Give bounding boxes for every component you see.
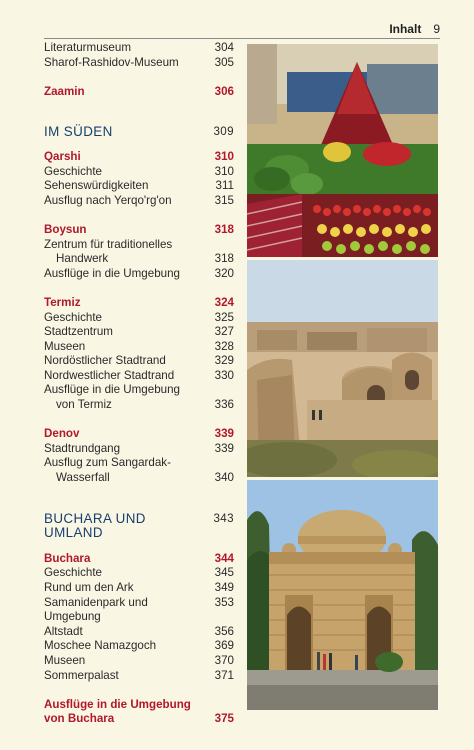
- toc-entry-label: Ausflüge in die Umgebung: [44, 266, 180, 280]
- toc-city-heading[interactable]: [44, 85, 234, 100]
- toc-entry-page: 330: [214, 368, 234, 382]
- toc-entry-label: Denov: [44, 427, 80, 441]
- toc-entry-page: 353: [214, 595, 234, 609]
- toc-entry-label: Nordöstlicher Stadtrand: [44, 354, 166, 368]
- toc-entry[interactable]: [44, 669, 234, 684]
- toc-entry-label: Termiz: [44, 295, 81, 309]
- toc-entry-label: Stadtzentrum: [44, 325, 113, 339]
- toc-entry-label-cont: Wasserfall: [56, 471, 110, 485]
- toc-entry[interactable]: [44, 596, 234, 625]
- toc-entry[interactable]: [44, 566, 234, 581]
- toc-entry[interactable]: [44, 369, 234, 384]
- toc-entry[interactable]: [44, 165, 234, 180]
- toc-entry-label: Qarshi: [44, 149, 81, 163]
- toc-entry-label: Zentrum für traditionelles: [44, 237, 173, 251]
- toc-entry-label: Ausflüge in die Umgebung: [44, 697, 191, 711]
- toc-entry-label: Sehenswürdigkeiten: [44, 179, 149, 193]
- toc-entry-page: 318: [214, 252, 234, 266]
- toc-entry[interactable]: [44, 340, 234, 355]
- toc-entry-label: Geschichte: [44, 310, 102, 324]
- header-title: Inhalt: [389, 22, 422, 36]
- toc-entry[interactable]: [44, 41, 234, 56]
- toc-entry[interactable]: [44, 267, 234, 282]
- toc-entry-label-cont: Handwerk: [56, 252, 109, 266]
- toc-entry-page: 371: [214, 668, 234, 682]
- toc-entry-label: Altstadt: [44, 624, 83, 638]
- toc-entry-label: Nordwestlicher Stadtrand: [44, 368, 175, 382]
- toc-entry-page: 345: [214, 566, 234, 580]
- page-header: [389, 22, 440, 36]
- toc-entry-page: 305: [214, 55, 234, 69]
- toc-entry-page: 318: [214, 222, 234, 236]
- toc-entry-label: Samanidenpark und Umgebung: [44, 595, 148, 624]
- toc-entry-page: 311: [215, 179, 234, 193]
- toc-entry[interactable]: [44, 625, 234, 640]
- toc-entry[interactable]: [44, 442, 234, 457]
- toc-entry-page: 324: [214, 295, 234, 309]
- toc-entry-page: 370: [214, 653, 234, 667]
- photo-column: [247, 44, 438, 710]
- toc-section-heading[interactable]: [44, 512, 234, 541]
- toc-entry[interactable]: [44, 311, 234, 326]
- toc-section-heading[interactable]: [44, 125, 234, 140]
- toc-entry-page: 328: [214, 339, 234, 353]
- toc-section-label: IM SÜDEN: [44, 124, 113, 140]
- toc-entry-page: 310: [214, 149, 234, 163]
- toc-entry-page: 369: [214, 639, 234, 653]
- toc-entry[interactable]: [44, 179, 234, 194]
- toc-city-heading[interactable]: [44, 150, 234, 165]
- toc-entry[interactable]: [44, 238, 234, 267]
- mausoleum-photo: [247, 480, 438, 710]
- toc-entry-label: Rund um den Ark: [44, 581, 134, 594]
- toc-entry-page: 375: [214, 712, 234, 726]
- toc-entry-page: 339: [214, 427, 234, 441]
- toc-entry-page: 309: [213, 125, 234, 139]
- toc-entry-page: 304: [214, 41, 234, 54]
- toc-entry-page: 340: [214, 471, 234, 485]
- toc-entry[interactable]: [44, 194, 234, 209]
- toc-entry-label: Stadtrundgang: [44, 441, 121, 455]
- header-rule: [44, 38, 440, 39]
- toc-entry-page: 344: [214, 551, 234, 565]
- fruit-market-photo: [247, 44, 438, 257]
- toc-entry-label: Buchara: [44, 551, 91, 565]
- toc-city-heading[interactable]: [44, 223, 234, 238]
- toc-entry-page: 320: [214, 266, 234, 280]
- toc-entry-page: 343: [213, 511, 234, 525]
- toc-city-heading[interactable]: [44, 552, 234, 567]
- toc-entry-label: Museen: [44, 653, 86, 667]
- toc-entry-page: 329: [214, 354, 234, 368]
- toc-entry-page: 315: [214, 193, 234, 207]
- page-number: 9: [433, 22, 440, 36]
- toc-entry[interactable]: [44, 456, 234, 485]
- toc-entry-label: Geschichte: [44, 164, 102, 178]
- table-of-contents: [44, 41, 234, 727]
- toc-entry[interactable]: [44, 56, 234, 71]
- toc-entry[interactable]: [44, 654, 234, 669]
- toc-entry-label: Ausflüge in die Umgebung: [44, 383, 180, 397]
- toc-entry[interactable]: [44, 383, 234, 412]
- toc-entry[interactable]: [44, 354, 234, 369]
- toc-entry[interactable]: [44, 581, 234, 596]
- toc-city-heading[interactable]: [44, 698, 234, 727]
- toc-entry-page: 339: [214, 441, 234, 455]
- toc-entry-label: Sommerpalast: [44, 668, 119, 682]
- toc-entry-label: Boysun: [44, 222, 87, 236]
- toc-entry-label: Literaturmuseum: [44, 41, 131, 54]
- toc-entry-label-cont: von Buchara: [44, 712, 115, 726]
- toc-entry-label: Ausflug nach Yerqo'rg'on: [44, 193, 172, 207]
- toc-entry-page: 325: [214, 310, 234, 324]
- toc-entry[interactable]: [44, 325, 234, 340]
- toc-entry-page: 349: [214, 581, 234, 594]
- toc-entry-label: Museen: [44, 339, 86, 353]
- toc-entry-page: 336: [214, 398, 234, 412]
- ruins-photo: [247, 260, 438, 477]
- toc-entry-page: 356: [214, 624, 234, 638]
- toc-entry-page: 306: [214, 84, 234, 98]
- toc-section-label: BUCHARA UND UMLAND: [44, 510, 146, 541]
- toc-entry-page: 310: [214, 164, 234, 178]
- toc-entry[interactable]: [44, 639, 234, 654]
- toc-entry-label: Ausflug zum Sangardak-: [44, 456, 171, 470]
- toc-entry-label: Zaamin: [44, 84, 85, 98]
- toc-entry-label: Geschichte: [44, 566, 102, 580]
- toc-city-heading[interactable]: [44, 427, 234, 442]
- toc-city-heading[interactable]: [44, 296, 234, 311]
- toc-entry-label-cont: von Termiz: [56, 398, 112, 412]
- toc-entry-label: Sharof-Rashidov-Museum: [44, 55, 179, 69]
- toc-entry-page: 327: [214, 325, 234, 339]
- toc-entry-label: Moschee Namazgoch: [44, 639, 157, 653]
